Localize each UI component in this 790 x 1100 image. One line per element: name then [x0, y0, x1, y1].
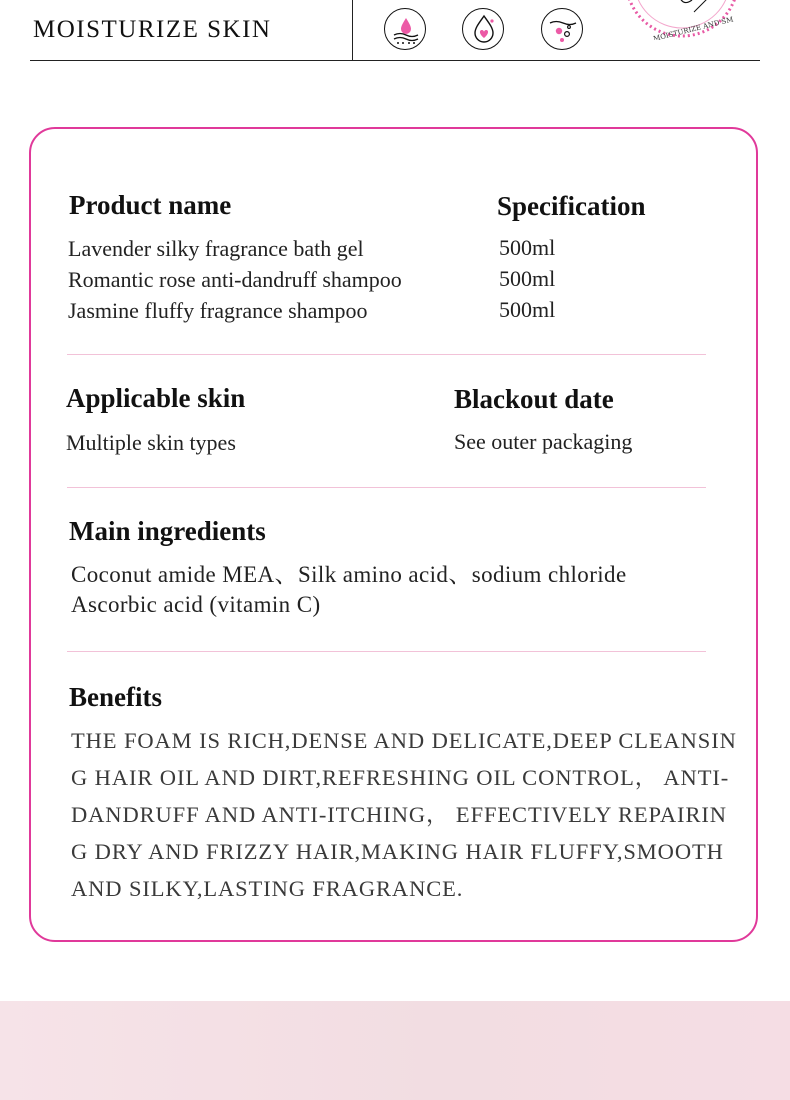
blackout-date-heading: Blackout date	[454, 384, 614, 414]
specification-item: 500ml	[499, 297, 556, 322]
ingredients-line: Ascorbic acid (vitamin C)	[71, 592, 321, 617]
heart-drop-icon	[462, 8, 504, 50]
section-title: MOISTURIZE SKIN	[33, 16, 272, 43]
main-ingredients-heading: Main ingredients	[69, 516, 266, 546]
top-banner	[0, 0, 790, 100]
skin-droplet-icon	[384, 8, 426, 50]
blackout-date-value: See outer packaging	[454, 429, 633, 454]
moisturize-seal-logo	[622, 0, 742, 40]
benefits-heading: Benefits	[69, 682, 162, 712]
svg-text:MOISTURIZE AND SM: MOISTURIZE AND SM	[652, 15, 735, 40]
section-separator	[67, 354, 706, 355]
specification-heading: Specification	[497, 191, 646, 221]
specification-item: 500ml	[499, 235, 556, 260]
water-bubbles-icon	[541, 8, 583, 50]
banner-divider	[352, 0, 353, 61]
product-name-item: Jasmine fluffy fragrance shampoo	[68, 298, 368, 323]
banner-rule	[30, 60, 760, 61]
benefits-text: THE FOAM IS RICH,DENSE AND DELICATE,DEEP CLEANSING HAIR OIL AND DIRT,REFRESHING OIL CONTROL， ANTI-DANDRUFF AND ANTI-ITCHING， EFFECTIVELY REPAIRING DRY AND FRIZZY HAIR,MAKING HAIR FLUFFY,SMOOTH AND SILKY,LASTING FRAGRANCE.	[71, 728, 737, 901]
bottom-pink-band	[0, 1001, 790, 1100]
product-name-list	[68, 233, 402, 326]
specification-list	[499, 232, 555, 325]
applicable-skin-heading: Applicable skin	[66, 383, 246, 413]
ingredients-list	[71, 560, 627, 620]
specification-item: 500ml	[499, 266, 556, 291]
section-separator	[67, 487, 706, 488]
product-name-heading: Product name	[69, 190, 232, 220]
section-separator	[67, 651, 706, 652]
applicable-skin-value: Multiple skin types	[66, 430, 236, 455]
product-name-item: Lavender silky fragrance bath gel	[68, 236, 364, 261]
product-name-item: Romantic rose anti-dandruff shampoo	[68, 267, 402, 292]
ingredients-line: Coconut amide MEA、Silk amino acid、sodium chloride	[71, 562, 627, 587]
